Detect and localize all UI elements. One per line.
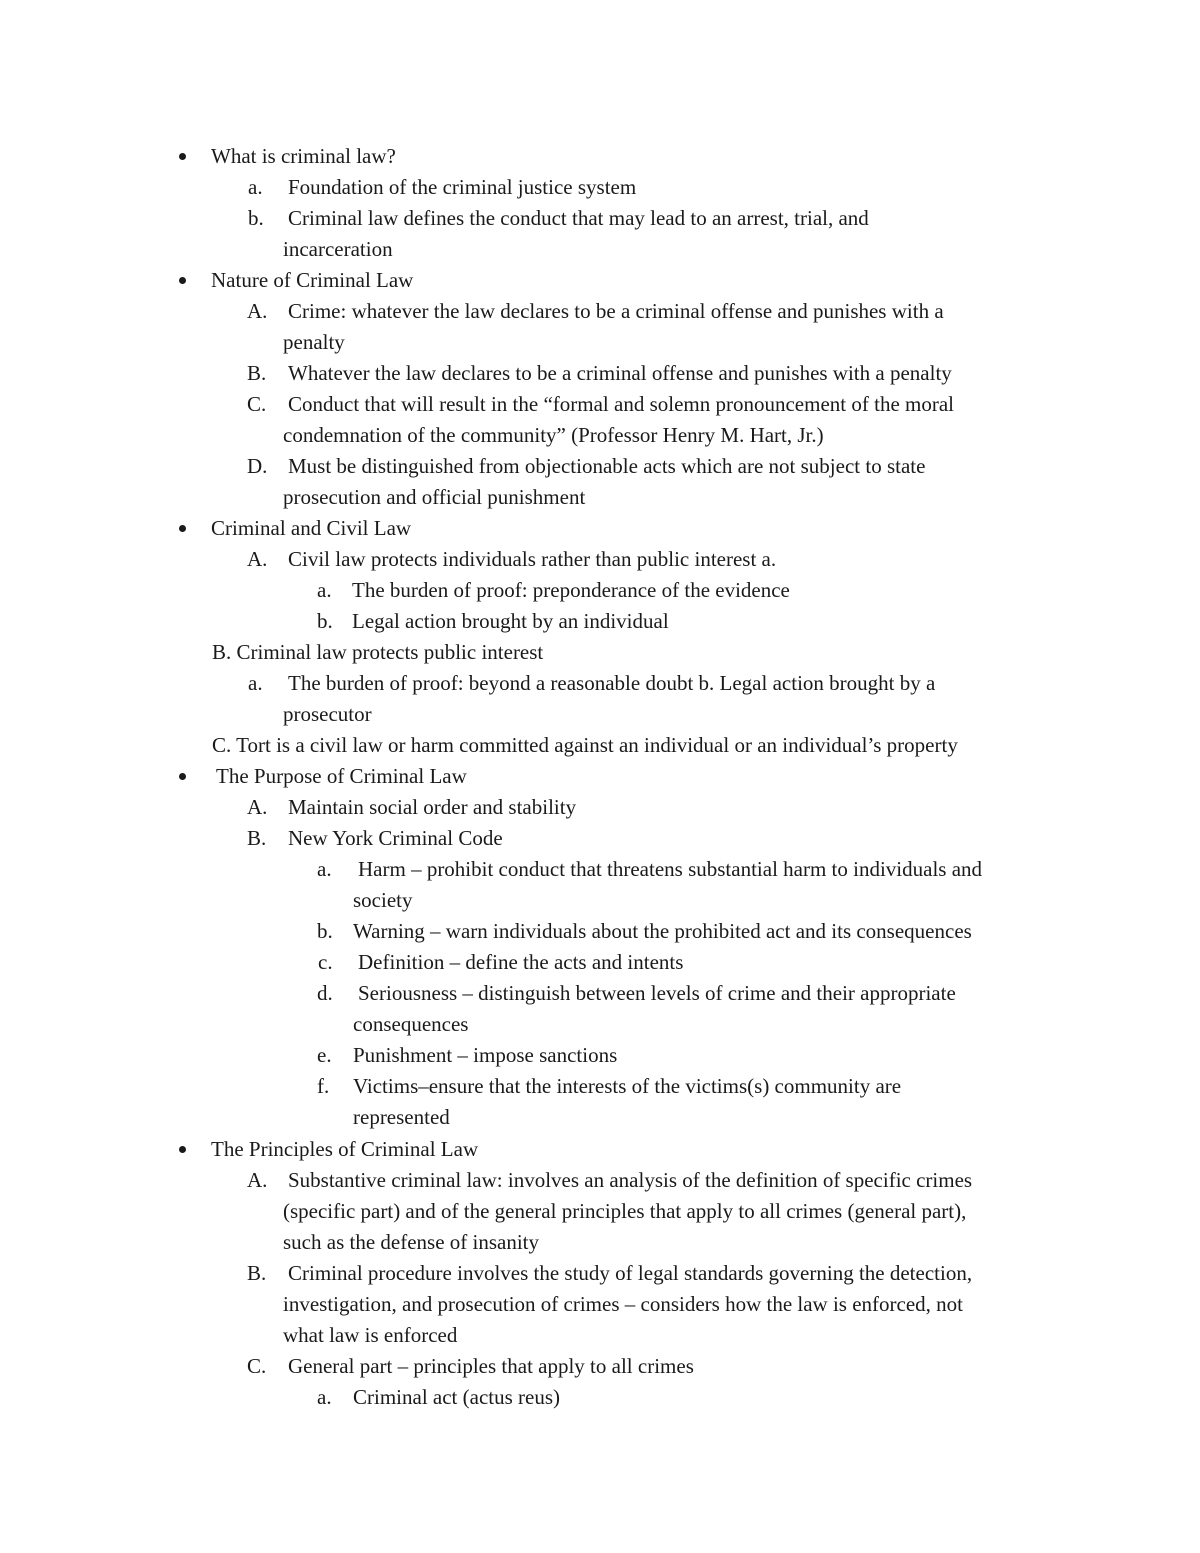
- item-text: investigation, and prosecution of crimes – considers how the law is enforced, not: [283, 1292, 963, 1316]
- bullet-icon: [179, 153, 186, 160]
- item-marker: B.: [247, 1261, 267, 1285]
- item-text: (specific part) and of the general principles that apply to all crimes (general part),: [283, 1199, 967, 1223]
- item-text: Maintain social order and stability: [288, 795, 577, 819]
- item-text: Legal action brought by an individual: [352, 609, 669, 633]
- section-heading: The Purpose of Criminal Law: [216, 764, 467, 788]
- item-marker: C.: [247, 392, 267, 416]
- item-marker: f.: [317, 1074, 330, 1098]
- item-marker: a.: [317, 1385, 332, 1409]
- item-text: such as the defense of insanity: [283, 1230, 540, 1254]
- item-marker: B.: [247, 361, 267, 385]
- item-marker: A.: [247, 1168, 268, 1192]
- item-marker: d.: [317, 981, 333, 1005]
- bullet-icon: [179, 1146, 186, 1153]
- item-text: C. Tort is a civil law or harm committed against an individual or an individual’s property: [212, 733, 958, 757]
- bullet-icon: [179, 773, 186, 780]
- item-marker: A.: [247, 795, 268, 819]
- item-text: Whatever the law declares to be a criminal offense and punishes with a penalty: [288, 361, 952, 385]
- item-text: B. Criminal law protects public interest: [212, 640, 544, 664]
- item-text: what law is enforced: [283, 1323, 458, 1347]
- item-marker: b.: [317, 609, 333, 633]
- item-text: condemnation of the community” (Professor Henry M. Hart, Jr.): [283, 423, 824, 447]
- item-text: represented: [353, 1105, 450, 1129]
- item-text: Criminal procedure involves the study of legal standards governing the detection,: [288, 1261, 973, 1285]
- bullet-icon: [179, 525, 186, 532]
- item-text: Foundation of the criminal justice system: [288, 175, 637, 199]
- item-marker: a.: [317, 857, 332, 881]
- item-text: Conduct that will result in the “formal and solemn pronouncement of the moral: [288, 392, 955, 416]
- item-marker: A.: [247, 299, 268, 323]
- item-marker: a.: [248, 671, 263, 695]
- item-text: The burden of proof: preponderance of the evidence: [352, 578, 790, 602]
- item-text: consequences: [353, 1012, 469, 1036]
- item-text: Seriousness – distinguish between levels of crime and their appropriate: [358, 981, 956, 1005]
- section-heading: What is criminal law?: [211, 144, 396, 168]
- section-heading: The Principles of Criminal Law: [211, 1137, 479, 1161]
- item-text: New York Criminal Code: [288, 826, 503, 850]
- bullet-icon: [179, 277, 186, 284]
- section-heading: Criminal and Civil Law: [211, 516, 412, 540]
- item-text: General part – principles that apply to all crimes: [288, 1354, 694, 1378]
- item-text: Civil law protects individuals rather than public interest a.: [288, 547, 777, 571]
- item-marker: a.: [248, 175, 263, 199]
- item-text: Crime: whatever the law declares to be a criminal offense and punishes with a: [288, 299, 944, 323]
- item-marker: e.: [317, 1043, 332, 1067]
- item-text: prosecutor: [283, 702, 372, 726]
- item-text: Criminal act (actus reus): [353, 1385, 561, 1409]
- item-marker: A.: [247, 547, 268, 571]
- item-text: Substantive criminal law: involves an analysis of the definition of specific crimes: [288, 1168, 973, 1192]
- item-marker: D.: [247, 454, 268, 478]
- item-text: Criminal law defines the conduct that may lead to an arrest, trial, and: [288, 206, 869, 230]
- item-text: penalty: [283, 330, 345, 354]
- item-text: Warning – warn individuals about the prohibited act and its consequences: [353, 919, 972, 943]
- item-marker: b.: [317, 919, 333, 943]
- item-text: Harm – prohibit conduct that threatens substantial harm to individuals and: [358, 857, 983, 881]
- item-marker: c.: [318, 950, 333, 974]
- item-marker: C.: [247, 1354, 267, 1378]
- item-text: The burden of proof: beyond a reasonable doubt b. Legal action brought by a: [288, 671, 936, 695]
- item-marker: B.: [247, 826, 267, 850]
- item-text: society: [353, 888, 413, 912]
- item-text: Victims–ensure that the interests of the victims(s) community are: [353, 1074, 902, 1098]
- item-marker: b.: [248, 206, 264, 230]
- section-heading: Nature of Criminal Law: [211, 268, 414, 292]
- item-text: incarceration: [283, 237, 393, 261]
- item-text: Definition – define the acts and intents: [358, 950, 684, 974]
- item-marker: a.: [317, 578, 332, 602]
- item-text: Must be distinguished from objectionable acts which are not subject to state: [288, 454, 926, 478]
- item-text: prosecution and official punishment: [283, 485, 586, 509]
- item-text: Punishment – impose sanctions: [353, 1043, 618, 1067]
